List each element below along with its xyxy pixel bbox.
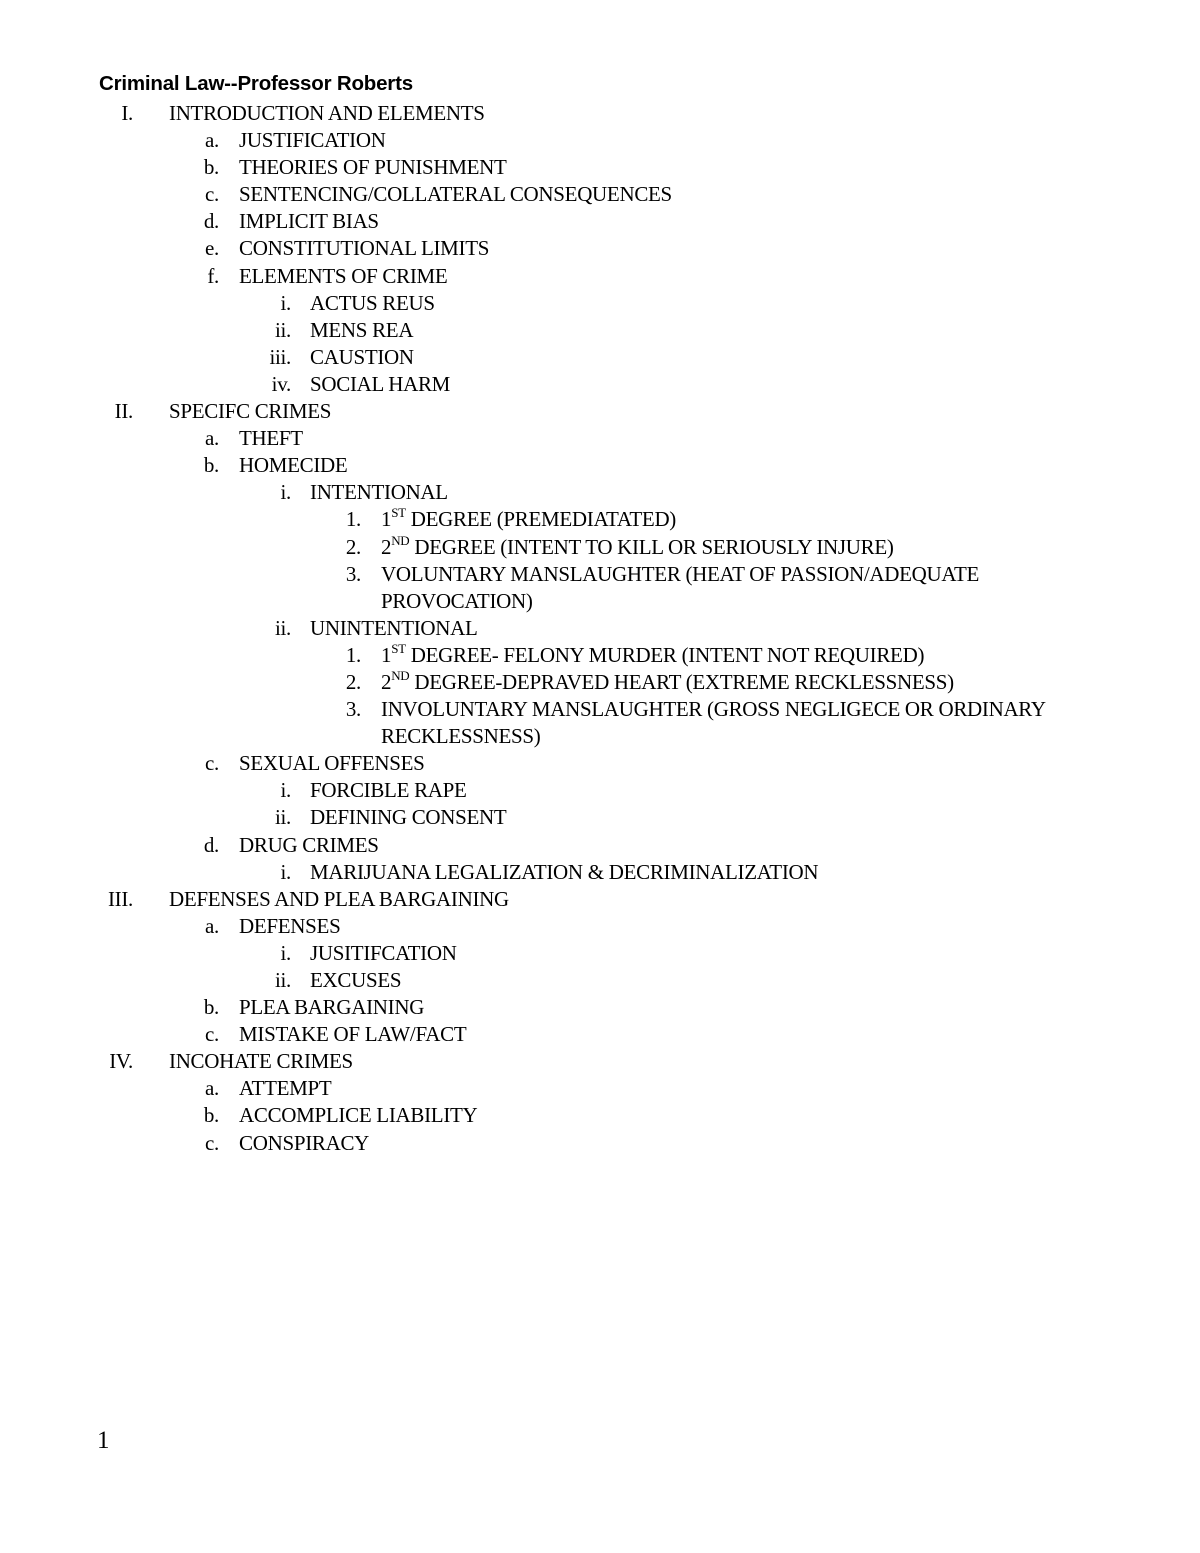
- outline-text-main: DEFINING CONSENT: [310, 805, 507, 830]
- outline-item-level-2: [0, 235, 1200, 262]
- outline-item-level-4: [0, 561, 1200, 615]
- outline-marker: a.: [205, 913, 219, 938]
- outline-item-level-3: [0, 344, 1200, 371]
- outline-marker: III.: [107, 886, 133, 911]
- outline-text: [310, 371, 450, 398]
- outline-item-level-2: [0, 154, 1200, 181]
- outline-marker: 1.: [345, 642, 361, 667]
- outline-item-level-2: [0, 263, 1200, 290]
- outline-text: [310, 967, 401, 994]
- outline-marker: f.: [207, 263, 219, 288]
- outline-text: [239, 750, 425, 777]
- outline-text: [239, 1021, 466, 1048]
- outline-text-main: DRUG CRIMES: [239, 832, 379, 857]
- outline-text-main: HOMECIDE: [239, 453, 348, 478]
- outline-text-main: DEFENSES: [239, 913, 341, 938]
- outline-text-main: MENS REA: [310, 317, 414, 342]
- outline-text: [169, 886, 509, 913]
- outline-item-level-1: [0, 100, 1200, 127]
- outline-text: [239, 263, 447, 290]
- outline-text-main: DEFENSES AND PLEA BARGAINING: [169, 886, 509, 911]
- outline-text-main: INTENTIONAL: [310, 480, 448, 505]
- outline-item-level-2: [0, 994, 1200, 1021]
- outline-text-main: ATTEMPT: [239, 1076, 332, 1101]
- outline-marker: II.: [114, 399, 133, 424]
- outline-item-level-2: [0, 181, 1200, 208]
- outline-text-main: MISTAKE OF LAW/FACT: [239, 1022, 467, 1047]
- outline-marker: i.: [280, 859, 291, 884]
- outline-text-main: VOLUNTARY MANSLAUGHTER (HEAT OF PASSION/ADEQUATE PROVOCATION): [381, 561, 980, 613]
- outline-marker: 3.: [345, 561, 361, 586]
- outline-item-level-2: [0, 127, 1200, 154]
- outline-item-level-3: [0, 615, 1200, 642]
- outline-text: [310, 777, 467, 804]
- outline-marker: ii.: [274, 615, 291, 640]
- outline-item-level-2: [0, 1102, 1200, 1129]
- outline-marker: i.: [280, 940, 291, 965]
- outline-item-level-3: [0, 371, 1200, 398]
- outline-text: [310, 940, 457, 967]
- outline-text-main: EXCUSES: [310, 968, 402, 992]
- outline-text-main: INCOHATE CRIMES: [169, 1049, 353, 1074]
- outline-text: [239, 913, 340, 940]
- outline-text: [310, 317, 413, 344]
- outline-text: [239, 1130, 369, 1157]
- outline-text: [310, 479, 448, 506]
- outline-text-main: INVOLUNTARY MANSLAUGHTER (GROSS NEGLIGECE OR ORDINARY RECKLESSNESS): [381, 697, 1045, 749]
- outline-text: [239, 832, 379, 859]
- outline-item-level-1: [0, 886, 1200, 913]
- outline-item-level-2: [0, 452, 1200, 479]
- outline-item-level-3: [0, 967, 1200, 994]
- outline-item-level-2: [0, 1130, 1200, 1157]
- outline-marker: c.: [205, 182, 219, 207]
- outline-marker: 2.: [345, 534, 361, 559]
- outline-text: [169, 398, 331, 425]
- outline-item-level-4: [0, 696, 1200, 750]
- outline-marker: i.: [280, 778, 291, 803]
- outline-marker: 1.: [345, 507, 361, 532]
- outline-text: [239, 425, 303, 452]
- outline-item-level-4: [0, 534, 1200, 561]
- outline-text-main: JUSITIFCATION: [310, 940, 457, 965]
- outline-text: [239, 235, 489, 262]
- outline-text: [381, 669, 954, 696]
- outline-marker: IV.: [109, 1049, 133, 1074]
- outline-marker: c.: [205, 751, 219, 776]
- outline-text-main: UNINTENTIONAL: [310, 615, 478, 640]
- outline-text-main: 2: [381, 669, 392, 694]
- outline-text: [239, 181, 672, 208]
- outline-text-main: ACTUS REUS: [310, 290, 435, 315]
- outline-marker: d.: [203, 209, 219, 234]
- outline-item-level-3: [0, 777, 1200, 804]
- outline-text-main: CONSTITUTIONAL LIMITS: [239, 236, 490, 261]
- outline-item-level-3: [0, 317, 1200, 344]
- outline-text: [239, 1102, 477, 1129]
- outline-text: [381, 506, 676, 533]
- outline-text-main: SPECIFC CRIMES: [169, 399, 332, 424]
- outline-marker: b.: [203, 155, 219, 180]
- outline-marker: d.: [203, 832, 219, 857]
- outline-item-level-2: [0, 1075, 1200, 1102]
- outline-text-main: THEORIES OF PUNISHMENT: [239, 155, 507, 180]
- outline-text: [239, 1075, 331, 1102]
- outline-text-main: SOCIAL HARM: [310, 371, 451, 396]
- document-title: Criminal Law--Professor Roberts: [99, 72, 413, 95]
- outline-text: [169, 100, 485, 127]
- outline-text-main: JUSTIFICATION: [239, 128, 386, 153]
- outline-marker: ii.: [274, 805, 291, 830]
- outline-marker: c.: [205, 1022, 219, 1047]
- outline-text-main: ELEMENTS OF CRIME: [239, 263, 448, 288]
- page-number: 1: [97, 1427, 110, 1454]
- outline-item-level-4: [0, 669, 1200, 696]
- outline-text-main: 1: [381, 507, 392, 532]
- outline-text-main: CONSPIRACY: [239, 1130, 370, 1155]
- outline-item-level-3: [0, 804, 1200, 831]
- outline-marker: i.: [280, 290, 291, 315]
- ordinal-suffix: ST: [391, 640, 406, 656]
- outline-marker: b.: [203, 995, 219, 1020]
- outline-text-main: FORCIBLE RAPE: [310, 778, 467, 803]
- outline-marker: I.: [121, 101, 133, 125]
- outline-text-rest: DEGREE (INTENT TO KILL OR SERIOUSLY INJURE): [409, 534, 894, 559]
- ordinal-suffix: ST: [391, 505, 406, 521]
- outline-marker: iii.: [269, 344, 291, 369]
- outline-marker: a.: [205, 1076, 219, 1101]
- outline-text: [239, 154, 507, 181]
- outline-text-main: INTRODUCTION AND ELEMENTS: [169, 101, 485, 125]
- outline-marker: a.: [205, 128, 219, 153]
- outline-marker: iv.: [271, 371, 291, 396]
- outline-item-level-3: [0, 940, 1200, 967]
- outline-item-level-2: [0, 425, 1200, 452]
- outline-text-rest: DEGREE-DEPRAVED HEART (EXTREME RECKLESSNESS): [409, 669, 954, 694]
- ordinal-suffix: ND: [391, 667, 410, 683]
- outline-marker: a.: [205, 426, 219, 451]
- outline-text: [239, 208, 379, 235]
- outline-text-main: SEXUAL OFFENSES: [239, 751, 425, 776]
- outline-marker: c.: [205, 1130, 219, 1155]
- outline-item-level-2: [0, 208, 1200, 235]
- outline-marker: e.: [205, 236, 219, 261]
- outline-text-main: IMPLICIT BIAS: [239, 209, 379, 234]
- outline-text-rest: DEGREE (PREMEDIATATED): [405, 507, 677, 532]
- outline-text-main: ACCOMPLICE LIABILITY: [239, 1103, 478, 1128]
- outline-item-level-2: [0, 1021, 1200, 1048]
- outline-text: [381, 534, 894, 561]
- outline-text: [239, 994, 424, 1021]
- outline-marker: ii.: [274, 317, 291, 342]
- outline-text: [310, 615, 478, 642]
- outline-marker: b.: [203, 1103, 219, 1128]
- outline-text: [310, 859, 818, 886]
- outline-text-main: 2: [381, 534, 392, 559]
- outline-text: [381, 561, 1081, 615]
- outline-text: [239, 127, 386, 154]
- outline-item-level-2: [0, 832, 1200, 859]
- outline-marker: 2.: [345, 669, 361, 694]
- outline-text-main: THEFT: [239, 426, 303, 451]
- outline-marker: i.: [280, 480, 291, 505]
- outline-text: [169, 1048, 353, 1075]
- outline-text-rest: DEGREE- FELONY MURDER (INTENT NOT REQUIRED): [405, 642, 925, 667]
- outline-text: [310, 344, 414, 371]
- outline-text-main: 1: [381, 642, 392, 667]
- outline-marker: ii.: [274, 968, 291, 992]
- outline-item-level-2: [0, 750, 1200, 777]
- outline-text-main: CAUSTION: [310, 344, 414, 369]
- outline-text-main: PLEA BARGAINING: [239, 995, 425, 1020]
- outline-text-main: MARIJUANA LEGALIZATION & DECRIMINALIZATION: [310, 859, 819, 884]
- course-outline: [0, 100, 1200, 1157]
- outline-item-level-3: [0, 290, 1200, 317]
- outline-text: [381, 696, 1081, 750]
- outline-text: [239, 452, 347, 479]
- outline-item-level-3: [0, 859, 1200, 886]
- outline-item-level-1: [0, 1048, 1200, 1075]
- outline-text-main: SENTENCING/COLLATERAL CONSEQUENCES: [239, 182, 672, 207]
- outline-text: [381, 642, 924, 669]
- outline-marker: 3.: [345, 697, 361, 722]
- outline-marker: b.: [203, 453, 219, 478]
- outline-item-level-2: [0, 913, 1200, 940]
- ordinal-suffix: ND: [391, 532, 410, 548]
- outline-item-level-4: [0, 642, 1200, 669]
- outline-text: [310, 290, 435, 317]
- outline-text: [310, 804, 506, 831]
- outline-item-level-4: [0, 506, 1200, 533]
- outline-item-level-1: [0, 398, 1200, 425]
- outline-item-level-3: [0, 479, 1200, 506]
